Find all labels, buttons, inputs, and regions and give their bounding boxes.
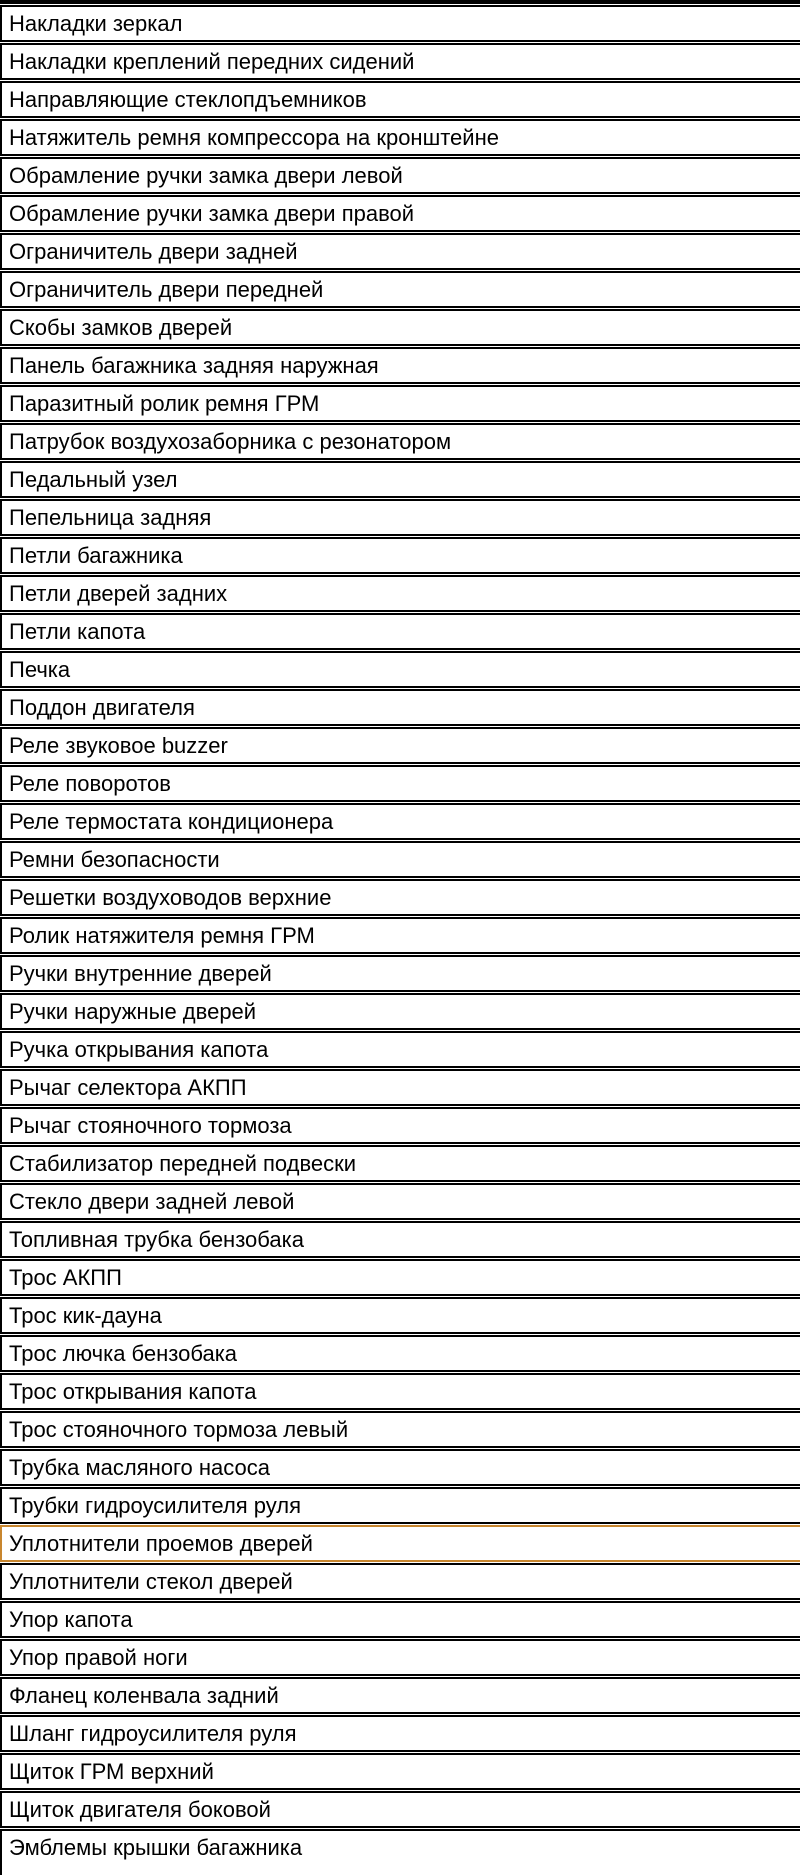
list-item[interactable]: Петли дверей задних (0, 575, 800, 612)
list-item[interactable]: Трос открывания капота (0, 1373, 800, 1410)
list-item[interactable]: Упор правой ноги (0, 1639, 800, 1676)
list-item[interactable]: Щиток ГРМ верхний (0, 1753, 800, 1790)
list-item[interactable]: Реле поворотов (0, 765, 800, 802)
list-item[interactable]: Рычаг селектора АКПП (0, 1069, 800, 1106)
list-item[interactable]: Эмблемы крышки багажника (0, 1829, 800, 1875)
list-item[interactable]: Ручка открывания капота (0, 1031, 800, 1068)
list-item[interactable]: Обрамление ручки замка двери правой (0, 195, 800, 232)
list-item[interactable]: Уплотнители стекол дверей (0, 1563, 800, 1600)
list-item[interactable]: Петли багажника (0, 537, 800, 574)
list-item[interactable]: Скобы замков дверей (0, 309, 800, 346)
list-item[interactable]: Ремни безопасности (0, 841, 800, 878)
list-item[interactable]: Ручки внутренние дверей (0, 955, 800, 992)
list-item[interactable]: Топливная трубка бензобака (0, 1221, 800, 1258)
list-item[interactable]: Обрамление ручки замка двери левой (0, 157, 800, 194)
list-item[interactable]: Печка (0, 651, 800, 688)
list-item[interactable]: Решетки воздуховодов верхние (0, 879, 800, 916)
list-item[interactable]: Упор капота (0, 1601, 800, 1638)
list-item[interactable]: Ролик натяжителя ремня ГРМ (0, 917, 800, 954)
list-item[interactable]: Рычаг стояночного тормоза (0, 1107, 800, 1144)
list-item[interactable]: Ограничитель двери передней (0, 271, 800, 308)
list-item[interactable]: Накладки креплений передних сидений (0, 43, 800, 80)
list-item[interactable]: Фланец коленвала задний (0, 1677, 800, 1714)
list-item[interactable]: Накладки зеркал (0, 5, 800, 42)
list-item[interactable]: Трос АКПП (0, 1259, 800, 1296)
list-item[interactable]: Трос стояночного тормоза левый (0, 1411, 800, 1448)
list-item[interactable]: Трос кик-дауна (0, 1297, 800, 1334)
list-item[interactable]: Патрубок воздухозаборника с резонатором (0, 423, 800, 460)
list-item[interactable]: Шланг гидроусилителя руля (0, 1715, 800, 1752)
list-item[interactable]: Пепельница задняя (0, 499, 800, 536)
list-item[interactable]: Петли капота (0, 613, 800, 650)
list-item[interactable]: Педальный узел (0, 461, 800, 498)
list-item[interactable]: Паразитный ролик ремня ГРМ (0, 385, 800, 422)
list-item[interactable]: Стекло двери задней левой (0, 1183, 800, 1220)
top-edge-border (0, 0, 800, 4)
list-item[interactable]: Щиток двигателя боковой (0, 1791, 800, 1828)
list-item[interactable]: Реле термостата кондиционера (0, 803, 800, 840)
list-item[interactable]: Ограничитель двери задней (0, 233, 800, 270)
list-item[interactable]: Уплотнители проемов дверей (0, 1525, 800, 1562)
list-item[interactable]: Стабилизатор передней подвески (0, 1145, 800, 1182)
parts-category-list (0, 5, 800, 1875)
list-item[interactable]: Натяжитель ремня компрессора на кронштейне (0, 119, 800, 156)
list-item[interactable]: Поддон двигателя (0, 689, 800, 726)
list-item[interactable]: Ручки наружные дверей (0, 993, 800, 1030)
list-item[interactable]: Направляющие стеклопдъемников (0, 81, 800, 118)
list-item[interactable]: Трос лючка бензобака (0, 1335, 800, 1372)
list-item[interactable]: Трубка масляного насоса (0, 1449, 800, 1486)
list-item[interactable]: Панель багажника задняя наружная (0, 347, 800, 384)
list-item[interactable]: Реле звуковое buzzer (0, 727, 800, 764)
list-item[interactable]: Трубки гидроусилителя руля (0, 1487, 800, 1524)
